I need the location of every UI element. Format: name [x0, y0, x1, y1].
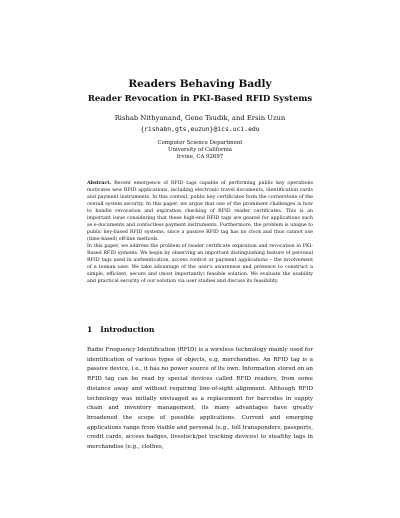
- author-emails: {rishabn,gts,euzun}@ics.uci.edu: [140, 125, 260, 133]
- affiliation-university: University of California: [168, 147, 232, 154]
- abstract-paragraph-1: [87, 180, 313, 243]
- affiliation-city: Irvine, CA 92697: [176, 154, 224, 161]
- affiliation-department: Computer Science Department: [157, 140, 243, 146]
- body-paragraph: Radio Frequency Identification (RFID) is a wireless technology mainly used for identification of various types of objects, e.g, merchandise. An RFID tag is a passive device, i.e., it has no power source of its own. Information stored on an RFID tag can be read by special devices called RFID readers, from some distance away and without requiring line-of-sight alignment. Although RFID technology was initially envisaged as a replacement for barcodes in supply chain and inventory management, its many advantages have greatly broadened the scope of possible applications. Current and emerging applications range from visible and personal (e.g., toll transponders, passports, credit cards, access badges, livestock/pet tracking devices) to stealthy tags in merchandise (e.g., clothes,: [87, 347, 313, 451]
- section-heading: [87, 325, 154, 334]
- author-list: Rishab Nithyanand, Gene Tsudik, and Ersin Uzun: [114, 114, 286, 122]
- body-text: [87, 346, 313, 453]
- abstract-label: Abstract.: [87, 181, 112, 186]
- section-number: 1: [87, 325, 93, 334]
- abstract-text-1: Recent emergence of RFID tags capable of performing public key operations motivates new RFID applications, including electronic travel documents, identification cards and payment instruments. In this context, public key certificates form the cornerstone of the overall system security. In this paper, we argue that one of the prominent challenges is how to handle revocation and expiration checking of RFID reader certificates. This is an important issue considering that these high-end RFID tags are geared for applications such as e-documents and contactless payment instruments. Furthermore, the problem is unique to public key-based RFID systems, since a passive RFID tag has no clock and thus cannot use (time-based) off-line methods.: [87, 181, 313, 242]
- abstract: [87, 180, 313, 285]
- paper-subtitle: Reader Revocation in PKI-Based RFID Systems: [87, 94, 313, 104]
- section-title: Introduction: [100, 325, 155, 334]
- abstract-paragraph-2: In this paper, we address the problem of reader certificate expiration and revocation in PKI-Based RFID systems. We begin by observing an important distinguishing feature of personal RFID tags used in authentication, access control or payment applications – the involvement of a human user. We take advantage of the user's awareness and presence to construct a simple, efficient, secure and (most importantly) feasible solution. We evaluate the usability and practical security of our solution via user studies and discuss its feasibility.: [87, 244, 313, 284]
- affiliation: [0, 140, 400, 162]
- paper-title: Readers Behaving Badly: [128, 78, 272, 90]
